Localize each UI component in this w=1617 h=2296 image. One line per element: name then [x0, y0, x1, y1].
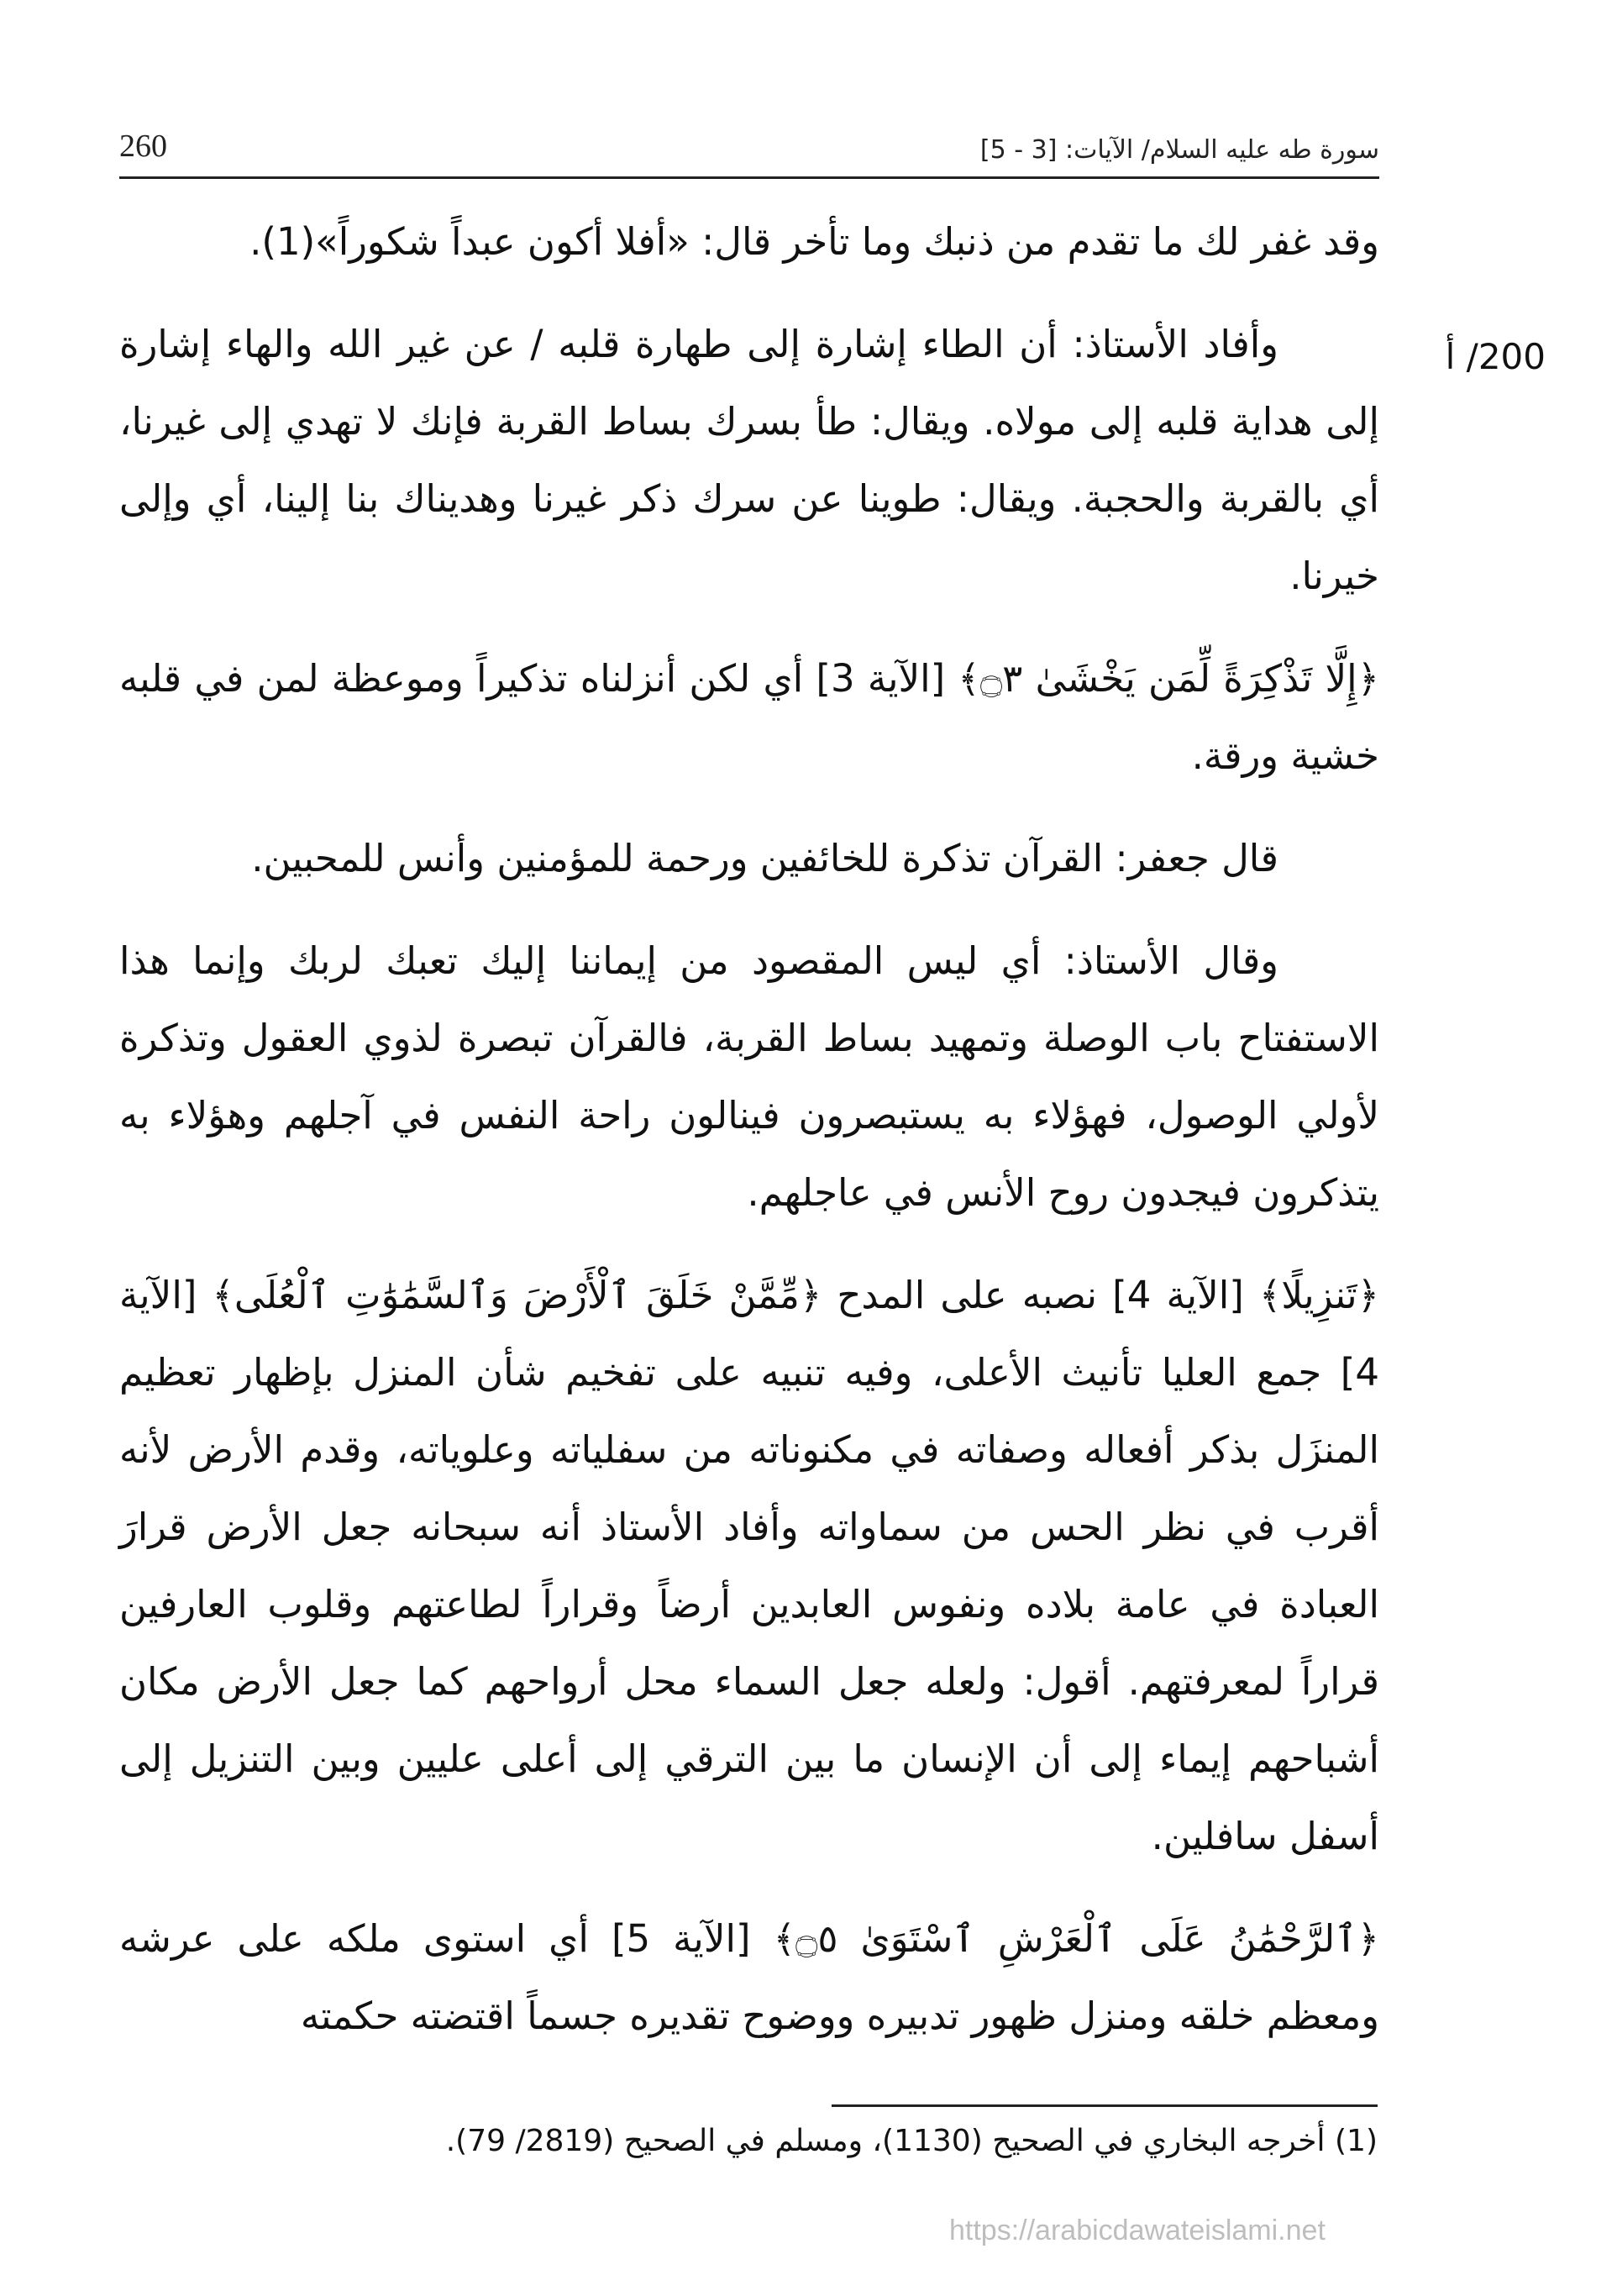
manuscript-folio-marker: 200/ أ: [1445, 336, 1546, 377]
footnote: (1) أخرجه البخاري في الصحيح (1130)، ومسلم في الصحيح (2819/ 79).: [445, 2124, 1378, 2158]
paragraph-1: وقد غفر لك ما تقدم من ذنبك وما تأخر قال: «أفلا أكون عبداً شكوراً»(1).: [249, 219, 1379, 264]
paragraph-3-quran-verse-3: ﴿إِلَّا تَذْكِرَةً لِّمَن يَخْشَىٰ ۝٣﴾ [الآية 3] أي لكن أنزلناه تذكيراً وموعظة لمن في قلبه خشية ورقة.: [119, 656, 1379, 778]
watermark-url: https://arabicdawateislami.net: [949, 2215, 1326, 2246]
header-divider: [119, 176, 1379, 179]
main-text: [119, 203, 1379, 2080]
running-title: سورة طه عليه السلام/ الآيات: [3 - 5]: [979, 135, 1379, 165]
paragraph-2: وأفاد الأستاذ: أن الطاء إشارة إلى طهارة قلبه / عن غير الله والهاء إشارة إلى هداية قلبه إلى مولاه. ويقال: طأ بسرك بساط القربة فإنك لا تهدي إلى غيرنا، أي بالقربة والحجبة. ويقال: طوينا عن سرك ذكر غيرنا وهديناك بنا إلينا، أي وإلى خيرنا.: [119, 322, 1379, 598]
footnote-divider: [832, 2104, 1378, 2107]
page-header: [119, 118, 1379, 165]
page-number: 260: [119, 129, 167, 164]
paragraph-4: قال جعفر: القرآن تذكرة للخائفين ورحمة للمؤمنين وأنس للمحبين.: [251, 836, 1278, 880]
paragraph-5: وقال الأستاذ: أي ليس المقصود من إيماننا إليك تعبك لربك وإنما هذا الاستفتاح باب الوصلة وتمهيد بساط القربة، فالقرآن تبصرة لذوي العقول وتذكرة لأولي الوصول، فهؤلاء به يستبصرون فينالون راحة النفس في آجلهم وهؤلاء به يتذكرون فيجدون روح الأنس في عاجلهم.: [119, 938, 1379, 1215]
paragraph-7-quran-verse-5: ﴿ٱلرَّحْمَٰنُ عَلَى ٱلْعَرْشِ ٱسْتَوَىٰ ۝٥﴾ [الآية 5] أي استوى ملكه على عرشه ومعظم خلقه ومنزل ظهور تدبيره ووضوح تقديره جسماً اقتضته حكمته: [119, 1916, 1379, 2038]
paragraph-6-quran-verse-4: ﴿تَنزِيلًا﴾ [الآية 4] نصبه على المدح ﴿مِّمَّنْ خَلَقَ ٱلْأَرْضَ وَٱلسَّمَٰوَٰتِ ٱلْعُلَى﴾ [الآية 4] جمع العليا تأنيث الأعلى، وفيه تنبيه على تفخيم شأن المنزل بإظهار تعظيم المنزَل بذكر أفعاله وصفاته في مكنوناته من سفلياته وعلوياته، وقدم الأرض لأنه أقرب في نظر الحس من سماواته وأفاد الأستاذ أنه سبحانه جعل الأرض قرارَ العبادة في عامة بلاده ونفوس العابدين أرضاً وقراراً لطاعتهم وقلوب العارفين قراراً لمعرفتهم. أقول: ولعله جعل السماء محل أرواحهم كما جعل الأرض مكان أشباحهم إيماء إلى أن الإنسان ما بين الترقي إلى أعلى عليين وبين التنزيل إلى أسفل سافلين.: [119, 1273, 1379, 1858]
